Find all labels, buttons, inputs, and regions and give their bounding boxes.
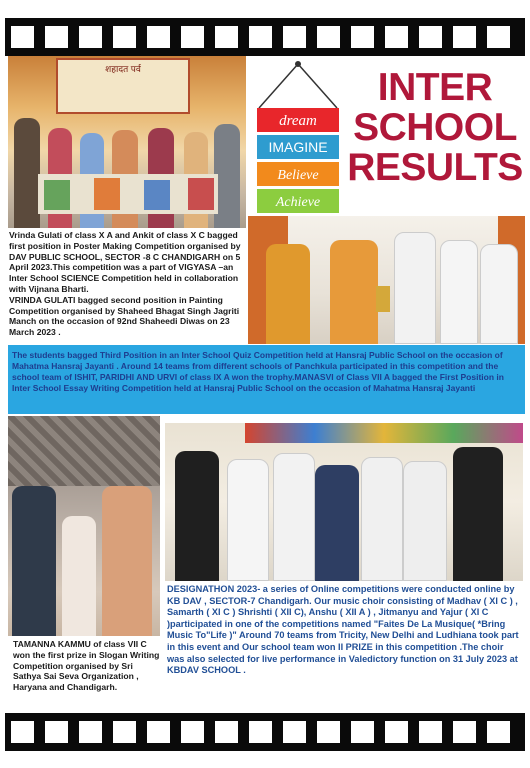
newsletter-page (5, 18, 525, 751)
dream-imagine-believe-achieve-sign (249, 58, 347, 218)
designathon-caption: DESIGNATHON 2023- a series of Online competitions were conducted online by KB DAV , SECTOR-7 Chandigarh. Our music choir consisting of Madhav ( XI C ) , Samarth ( XI C ) Shrishti ( XII C), Anshu ( XII A ) , Jitmanyu and Yajur ( XI C )participated in one of the competitions named "Faites De La Musique( *Bring Music To"Life )" Around 70 teams from Tricity, New Delhi and Ludhiana took part in this event and Our school team won II PRIZE in this competition .The choir was also selected for live performance in Valedictory function on 31 July 2023 at KBDAV SCHOOL . (167, 584, 519, 676)
sign-dream: dream (279, 113, 317, 129)
music-choir-photo (165, 423, 523, 581)
title-line-1: INTER (377, 66, 493, 109)
sign-believe: Believe (277, 168, 319, 183)
slogan-winner-caption: TAMANNA KAMMU of class VII C won the first prize in Slogan Writing Competition organised by Sri Sathya Sai Seva Organization , Haryana and Chandigarh. (13, 639, 160, 693)
filmstrip-border-top (5, 18, 525, 56)
sign-achieve: Achieve (275, 195, 321, 210)
poster-competition-photo (8, 56, 246, 228)
quiz-result-banner (8, 345, 525, 414)
trophy-presentation-photo (248, 216, 525, 344)
banner-text: शहादत पर्व (105, 64, 141, 74)
event-banner (56, 58, 190, 114)
title-line-3: RESULTS (347, 146, 523, 189)
slogan-winner-photo (8, 416, 160, 636)
title-line-2: SCHOOL (353, 106, 517, 149)
poster-competition-caption: Vrinda Gulati of class X A and Ankit of class X C bagged first position in Poster Making Competition organised by DAV PUBLIC SCHOOL, SECTOR -8 C CHANDIGARH on 5 April 2023.This competition was a part of VIGYASA –an Inter School SCIENCE Competition held in collaboration with Vijnana Bharti. VRINDA GULATI bagged second position in Painting Competition organised by Shaheed Bhagat Singh Jagriti Manch on the occasion of 92nd Shaheedi Diwas on 23 March 2023 . (9, 230, 241, 338)
quiz-result-text: The students bagged Third Position in an Inter School Quiz Competition held at Hansraj Public School on the occasion of Mahatma Hansraj Jayanti . Around 14 teams from different schools of Panchkula participated in this competition and the school team of ISHIT, PARIDHI AND URVI of class IX A won the trophy.MANASVI of Class VII A bagged the First Position in Inter School Essay Writing Competition held at Hansraj Public School on the occasion of Mahatma Hansraj Jayanti (12, 350, 504, 393)
page-title (345, 68, 525, 188)
sign-imagine: IMAGINE (268, 139, 328, 155)
filmstrip-border-bottom (5, 713, 525, 751)
